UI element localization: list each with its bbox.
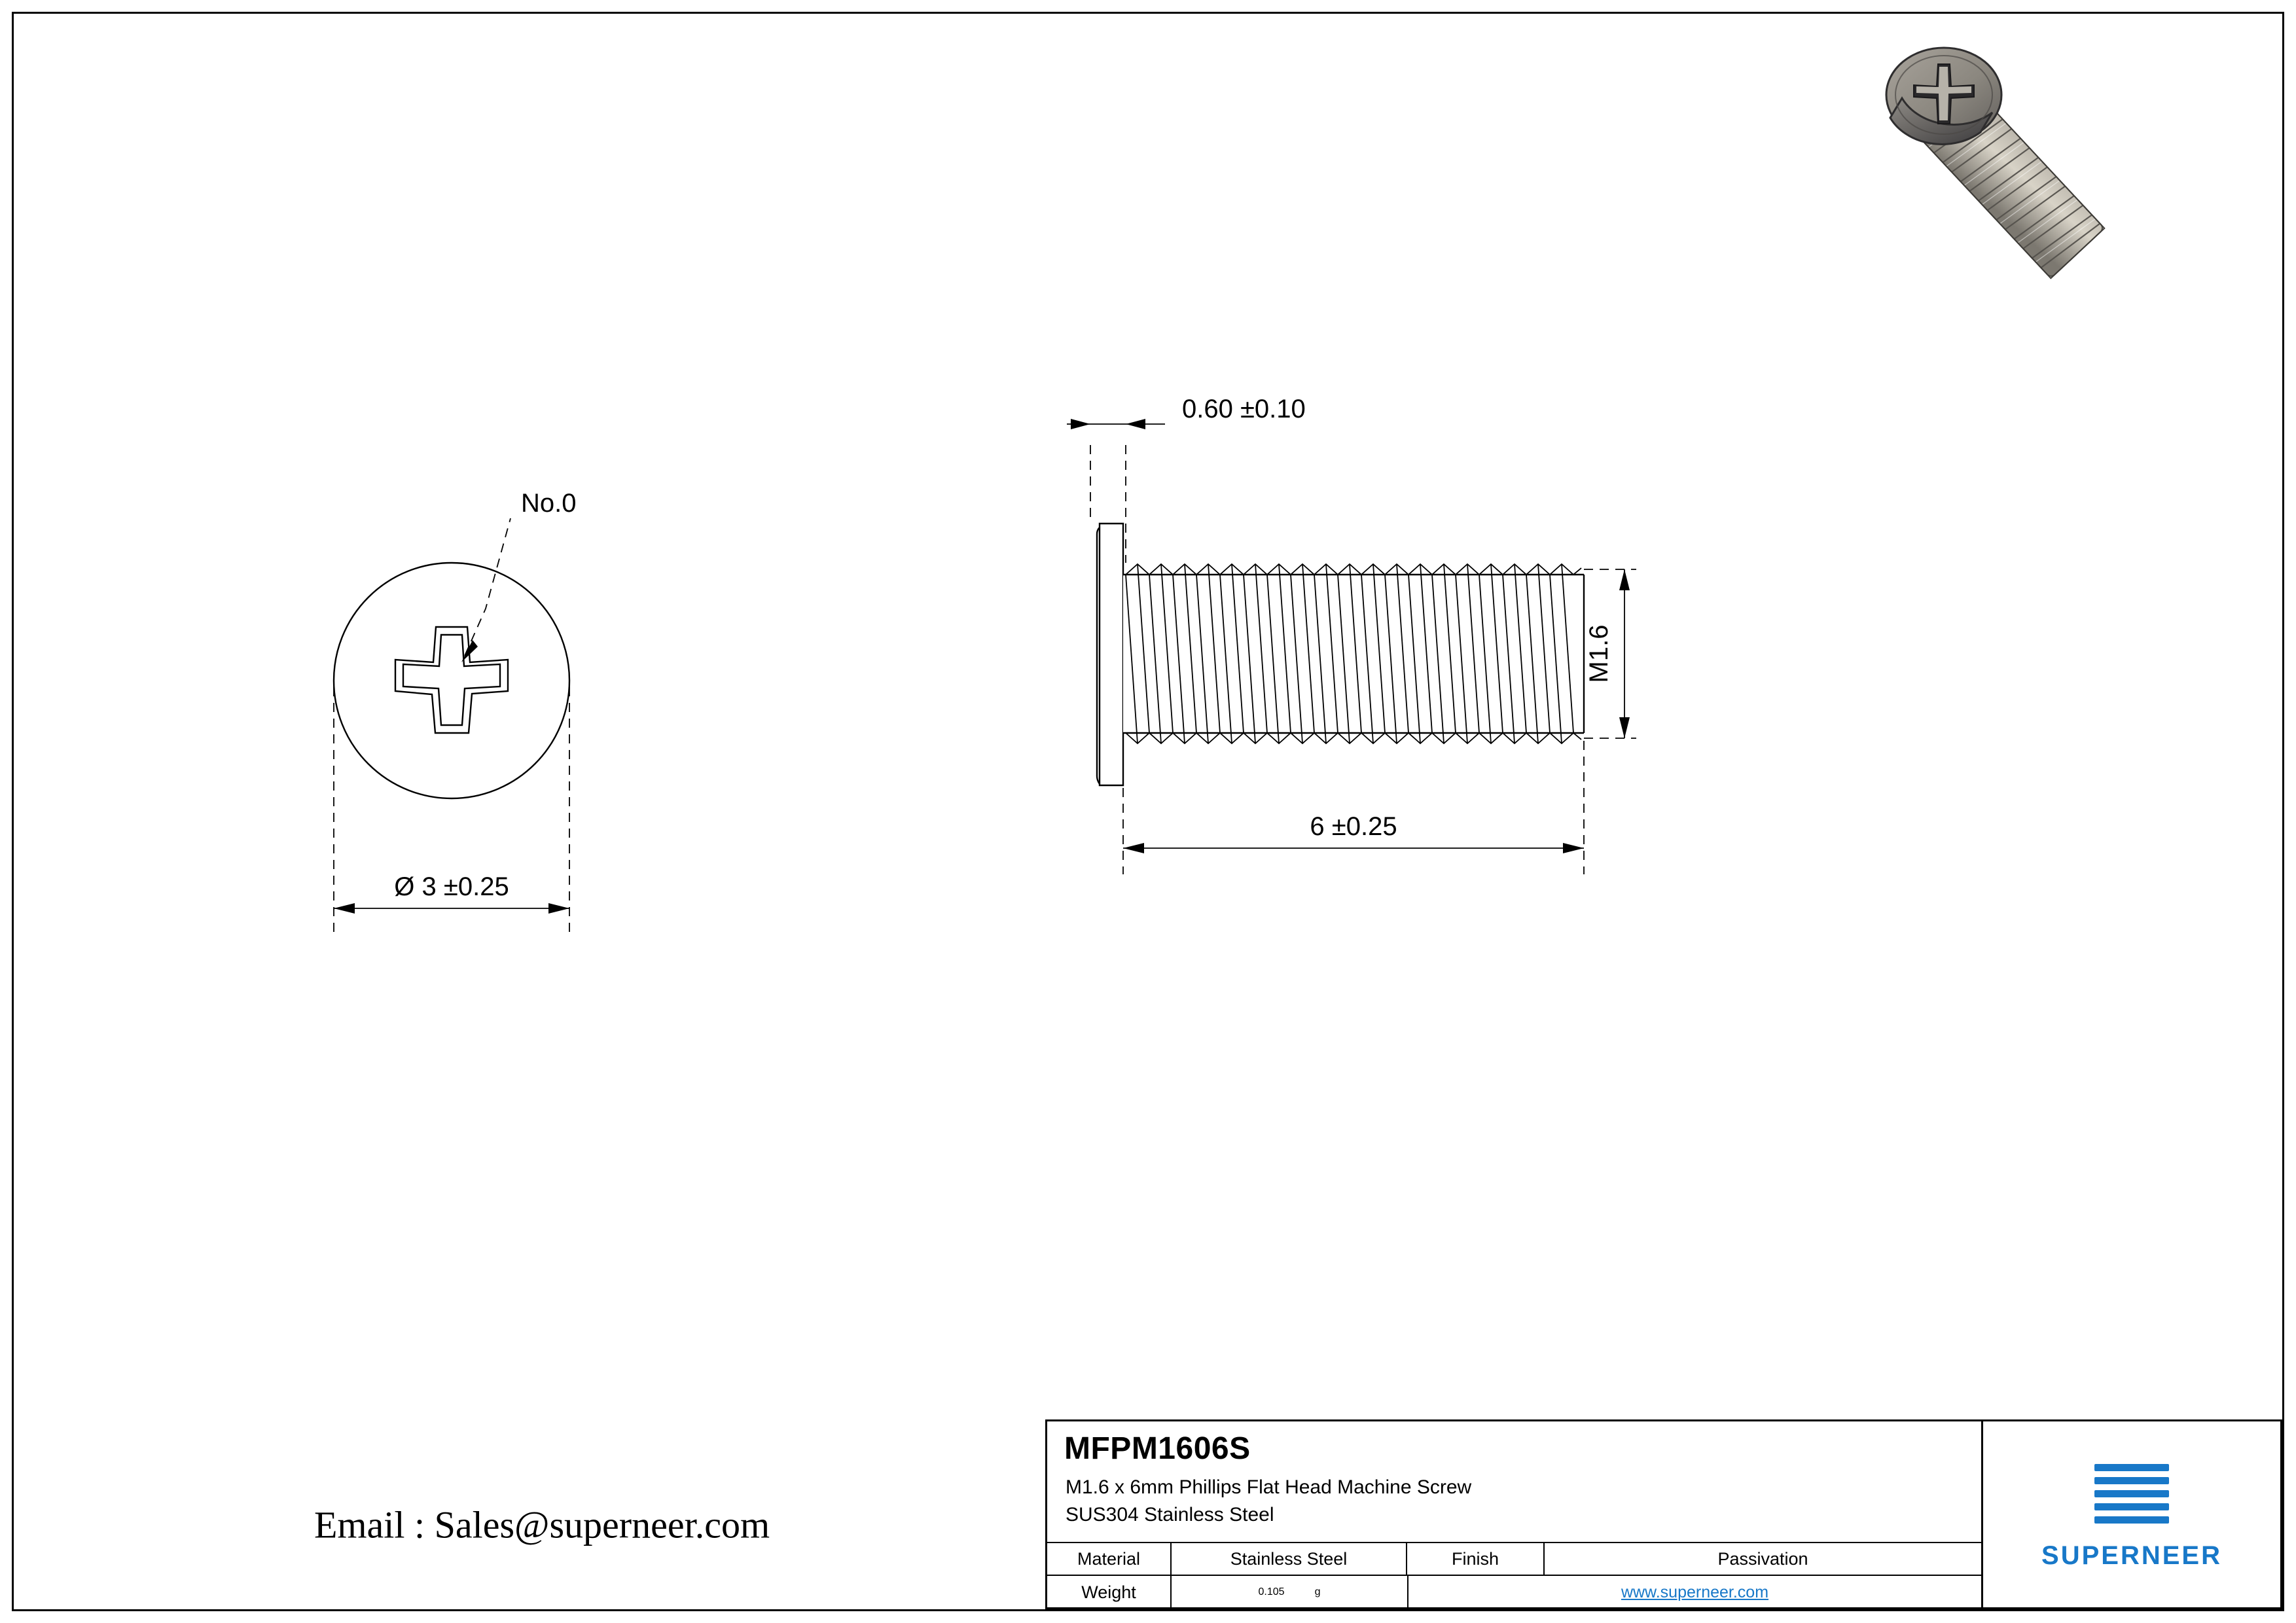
- weight-value-cell: [1172, 1576, 1408, 1609]
- spec-row-weight: [1047, 1576, 1981, 1609]
- finish-value: Passivation: [1717, 1548, 1808, 1569]
- brand-name: SUPERNEER: [2041, 1541, 2222, 1570]
- spec-table: [1047, 1542, 1981, 1607]
- weight-value: 0.105: [1258, 1586, 1285, 1597]
- head-diameter-dim-text: Ø 3 ±0.25: [394, 872, 509, 901]
- brand-block: [1983, 1421, 2280, 1607]
- thread-dim-text: M1.6: [1585, 624, 1613, 683]
- website-cell: [1408, 1576, 1981, 1609]
- email-text: Email : Sales@superneer.com: [314, 1503, 770, 1546]
- driver-leader-line: [465, 518, 511, 656]
- finish-label: Finish: [1407, 1543, 1545, 1575]
- material-value: Stainless Steel: [1172, 1543, 1407, 1575]
- title-block: [1045, 1419, 2282, 1609]
- head-outline-circle: [334, 563, 569, 798]
- length-dim-text: 6 ±0.25: [1310, 812, 1397, 841]
- description-line-1: M1.6 x 6mm Phillips Flat Head Machine Screw: [1066, 1476, 1472, 1498]
- spec-row-material: [1047, 1543, 1981, 1576]
- superneer-logo-icon: [2083, 1459, 2181, 1531]
- description-line-2: SUS304 Stainless Steel: [1066, 1504, 1274, 1525]
- head-height-dim-text: 0.60 ±0.10: [1182, 395, 1306, 423]
- screw-3d-render: [1846, 26, 2265, 432]
- part-number: MFPM1606S: [1064, 1431, 1251, 1466]
- material-label: Material: [1047, 1543, 1172, 1575]
- driver-callout-text: No.0: [521, 489, 577, 518]
- end-view: [301, 419, 707, 1008]
- screw-head-profile: [1100, 524, 1123, 785]
- website-link[interactable]: www.superneer.com: [1621, 1582, 1769, 1601]
- title-block-info: [1047, 1421, 1983, 1607]
- phillips-recess: [395, 627, 508, 733]
- weight-unit: g: [1314, 1586, 1321, 1597]
- side-view: [1060, 395, 1846, 1034]
- weight-label: Weight: [1047, 1576, 1172, 1609]
